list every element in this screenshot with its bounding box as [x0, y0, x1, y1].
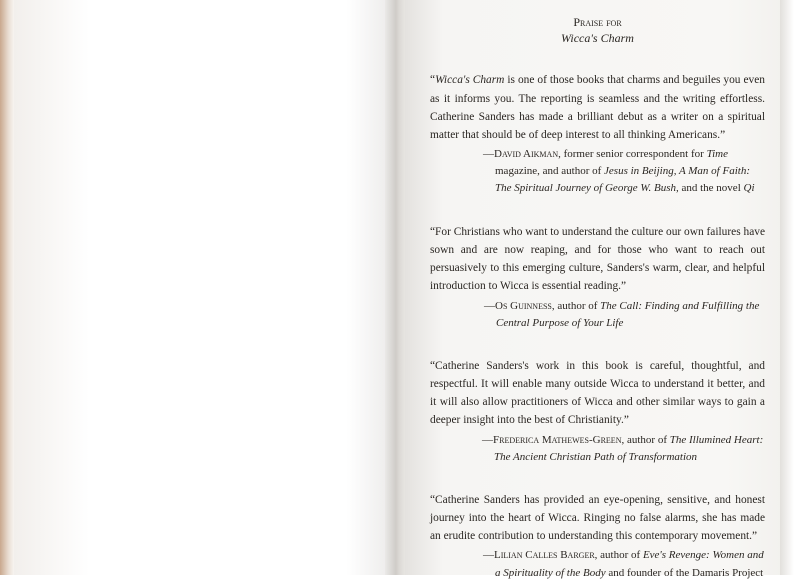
praise-block-1 — [430, 71, 765, 197]
praise-attribution-2: —Os Guinness, author of The Call: Finding and Fulfilling the Central Purpose of Your Life — [484, 299, 760, 329]
reviewer-name: Frederica Mathewes-Green — [493, 433, 622, 446]
reviewer-name: David Aikman — [494, 148, 559, 161]
praise-attribution-3: —Frederica Mathewes-Green, author of The Illumined Heart: The Ancient Christian Path of Transformation — [482, 433, 764, 463]
praise-quote-4: “Catherine Sanders has provided an eye-opening, sensitive, and honest journey into the heart of Wicca. Ringing no false alarms, she has made an erudite contribution to understanding this contemporary movement.” — [430, 493, 765, 543]
book-edge-left — [0, 0, 14, 575]
praise-quote-3: “Catherine Sanders's work in this book is careful, thoughtful, and respectful. It will enable many outside Wicca to understand it better, and it will also allow practitioners of Wicca and other similar ways to gain a deeper insight into the best of Christianity.” — [430, 359, 765, 427]
quote-book-title: Wicca's Charm — [435, 74, 505, 87]
book-edge-right — [780, 0, 800, 575]
blank-left-page — [14, 0, 392, 575]
praise-attribution-4: —Lilian Calles Barger, author of Eve's Revenge: Women and a Spirituality of the Body and founder of the Damaris Project — [483, 549, 764, 579]
praise-block-2 — [430, 223, 765, 332]
praise-block-3 — [430, 357, 765, 466]
reviewer-name: Lilian Calles Barger — [494, 549, 595, 562]
book-title-heading: Wicca's Charm — [561, 31, 634, 46]
reviewer-name: Os Guinness — [495, 299, 552, 312]
praise-block-4 — [430, 491, 765, 582]
praise-page-content — [430, 14, 765, 582]
praise-heading: Praise for — [573, 15, 622, 29]
praise-quote-1: “Wicca's Charm is one of those books that charms and beguiles you even as it informs you. The reporting is seamless and the writing effortless. Catherine Sanders has made a brilliant debut as a writer on a spiritual matter that should be of deep interest to all thinking Americans.” — [430, 74, 765, 142]
praise-attribution-1: —David Aikman, former senior correspondent for Time magazine, and author of Jesus in Beijing, A Man of Faith: The Spiritual Journey of George W. Bush, and the novel Qi — [483, 148, 755, 195]
praise-quote-2: “For Christians who want to understand the culture our own failures have sown and are now reaping, and for those who want to reach out persuasively to this emerging culture, Sanders's warm, clear, and helpful introduction to Wicca is essential reading.” — [430, 225, 765, 293]
